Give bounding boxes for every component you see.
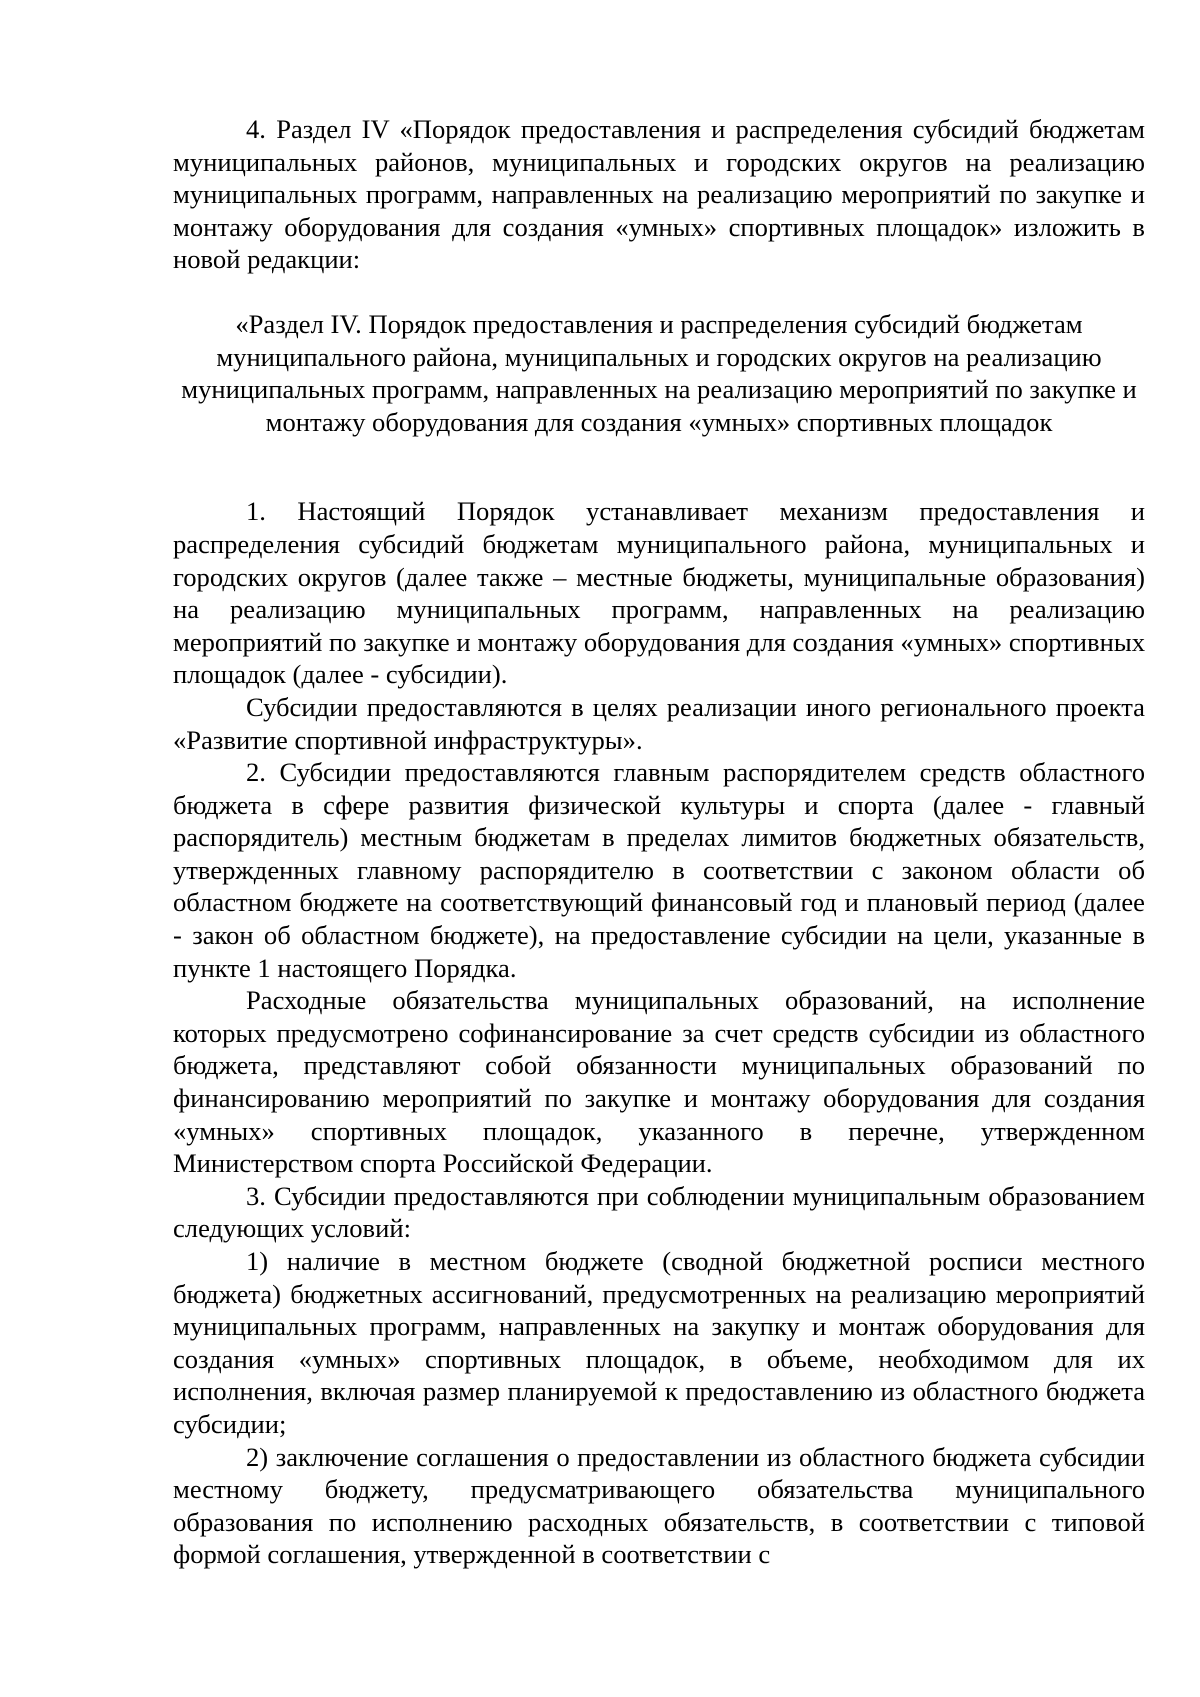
paragraph-2-obligations: Расходные обязательства муниципальных образований, на исполнение которых предусмотрено софинансирование за счет средств субсидии из областного бюджета, представляют собой обязанности муниципальных образований по финансированию мероприятий по закупке и монтажу оборудования для создания «умных» спортивных площадок, указанного в перечне, утвержденном Министерством спорта Российской Федерации. <box>173 985 1145 1179</box>
paragraph-2: 2. Субсидии предоставляются главным распорядителем средств областного бюджета в сфере развития физической культуры и спорта (далее - главный распорядитель) местным бюджетам в пределах лимитов бюджетных обязательств, утвержденных главному распорядителю в соответствии с законом области об областном бюджете на соответствующий финансовый год и плановый период (далее - закон об областном бюджете), на предоставление субсидии на цели, указанные в пункте 1 настоящего Порядка. <box>173 757 1145 983</box>
section-heading: «Раздел IV. Порядок предоставления и распределения субсидий бюджетам муниципального района, муниципальных и городских округов на реализацию муниципальных программ, направленных на реализацию мероприятий по закупке и монтажу оборудования для создания «умных» спортивных площадок <box>181 308 1137 437</box>
condition-2: 2) заключение соглашения о предоставлении из областного бюджета субсидии местному бюджету, предусматривающего обязательства муниципального образования по исполнению расходных обязательств, в соответствии с типовой формой соглашения, утвержденной в соответствии с <box>173 1441 1145 1570</box>
paragraph-3: 3. Субсидии предоставляются при соблюдении муниципальным образованием следующих условий: <box>173 1180 1145 1244</box>
document-page <box>173 113 1145 1571</box>
paragraph-1-purpose: Субсидии предоставляются в целях реализации иного регионального проекта «Развитие спортивной инфраструктуры». <box>173 691 1145 755</box>
condition-1: 1) наличие в местном бюджете (сводной бюджетной росписи местного бюджета) бюджетных ассигнований, предусмотренных на реализацию мероприятий муниципальных программ, направленных на закупку и монтаж оборудования для создания «умных» спортивных площадок, в объеме, необходимом для их исполнения, включая размер планируемой к предоставлению из областного бюджета субсидии; <box>173 1246 1145 1439</box>
paragraph-1: 1. Настоящий Порядок устанавливает механизм предоставления и распределения субсидий бюджетам муниципального района, муниципальных и городских округов (далее также – местные бюджеты, муниципальные образования) на реализацию муниципальных программ, направленных на реализацию мероприятий по закупке и монтажу оборудования для создания «умных» спортивных площадок (далее - субсидии). <box>173 496 1145 690</box>
amendment-intro: 4. Раздел IV «Порядок предоставления и распределения субсидий бюджетам муниципальных районов, муниципальных и городских округов на реализацию муниципальных программ, направленных на реализацию мероприятий по закупке и монтажу оборудования для создания «умных» спортивных площадок» изложить в новой редакции: <box>173 114 1145 275</box>
spacer <box>173 276 1145 308</box>
spacer <box>173 438 1145 495</box>
